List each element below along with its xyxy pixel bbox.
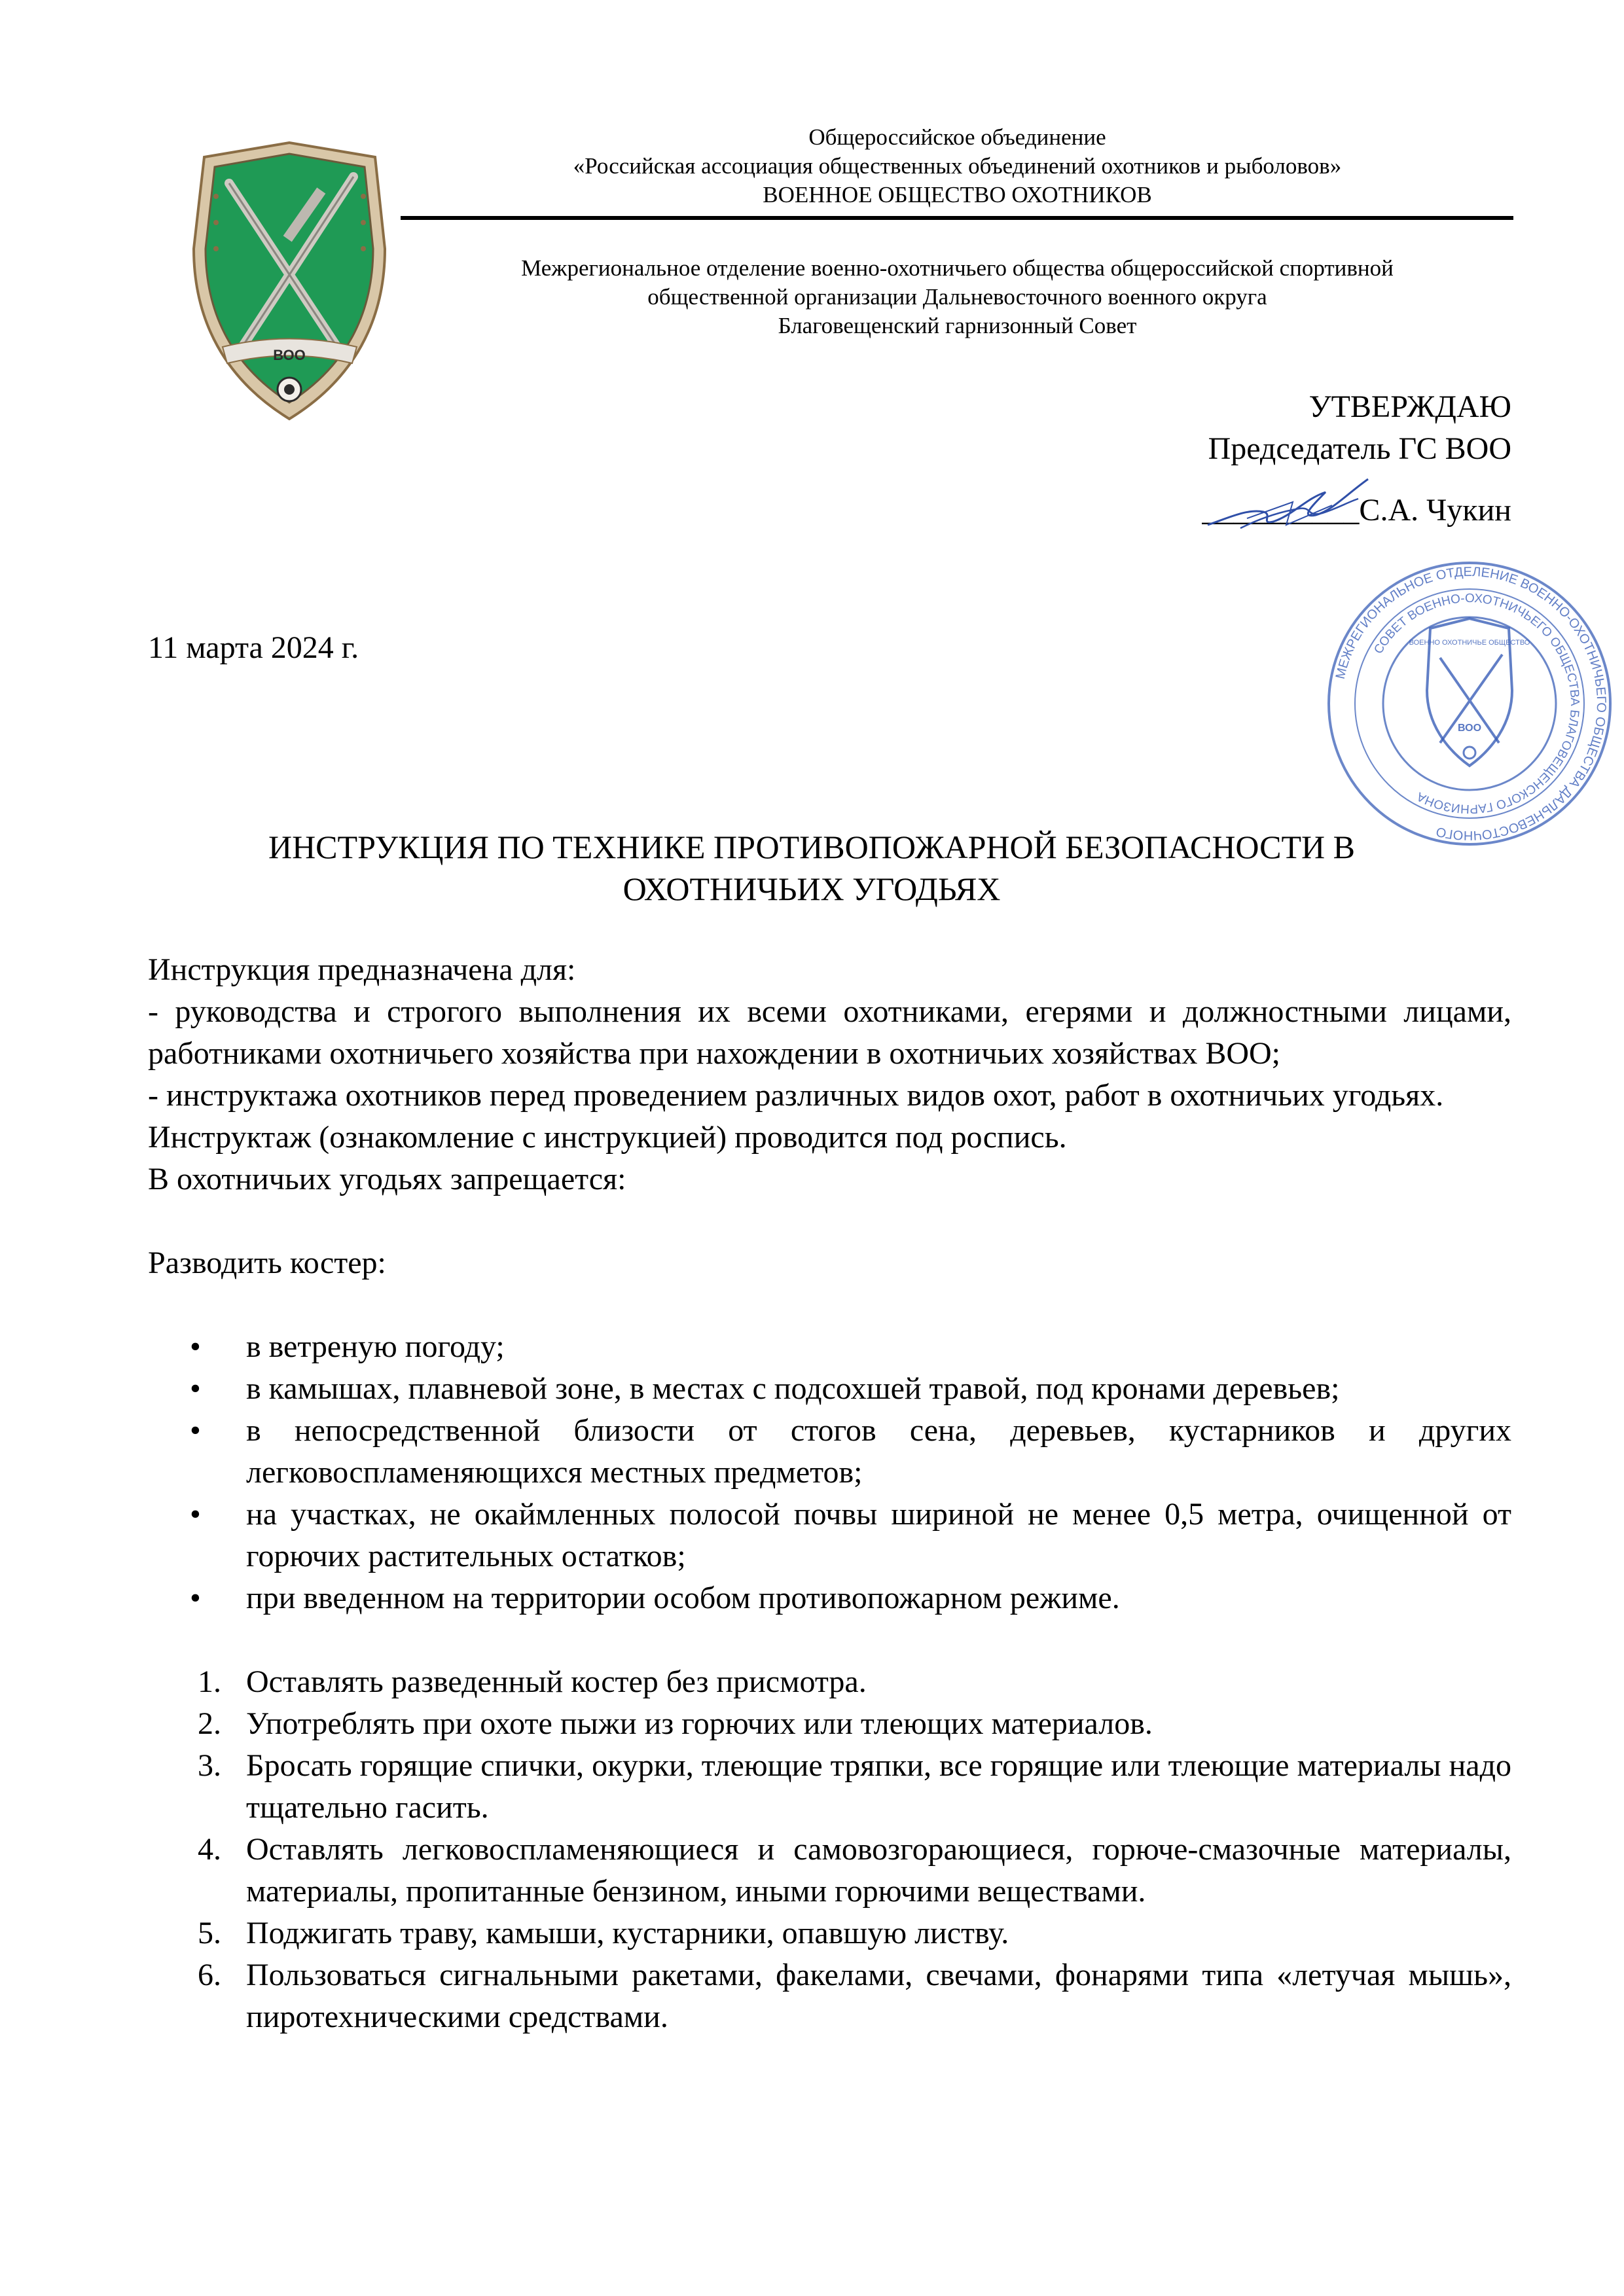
purpose-heading: Инструкция предназначена для: <box>148 952 576 987</box>
bullet: • <box>190 1329 201 1364</box>
prohibitions-list <box>148 1661 1511 2038</box>
list-item: 2. Употреблять при охоте пыжи из горючих или тлеющих материалов. <box>148 1703 1511 1745</box>
list-item: • в камышах, плавневой зоне, в местах с подсохшей травой, под кронами деревьев; <box>148 1368 1511 1410</box>
handwritten-signature <box>1201 473 1375 545</box>
fire-restrictions-list <box>148 1326 1511 1619</box>
bullet: • <box>190 1371 201 1406</box>
bullet: • <box>190 1413 201 1448</box>
list-item: 3. Бросать горящие спички, окурки, тлеющие тряпки, все горящие или тлеющие материалы надо тщательно гасить. <box>148 1745 1511 1829</box>
purpose-item-1: - руководства и строгого выполнения их всеми охотниками, егерями и должностными лицами, работниками охотничьего хозяйства при нахождении в охотничьих хозяйствах ВОО; <box>148 994 1511 1071</box>
organization-header <box>403 123 1512 209</box>
list-item: 1. Оставлять разведенный костер без присмотра. <box>148 1661 1511 1703</box>
list-item: • при введенном на территории особом противопожарном режиме. <box>148 1577 1511 1619</box>
approve-label: УТВЕРЖДАЮ <box>1308 389 1511 424</box>
org-name-line2: «Российская ассоциация общественных объединений охотников и рыболовов» <box>573 153 1342 179</box>
item-number: 3. <box>198 1748 221 1783</box>
seal-center-text: ВОЕННО ОХОТНИЧЬЕ ОБЩЕСТВО <box>1409 639 1530 647</box>
branch-header <box>403 254 1512 340</box>
item-number: 2. <box>198 1706 221 1741</box>
official-seal <box>1316 560 1623 848</box>
document-body <box>148 949 1511 2038</box>
document-title <box>157 826 1466 910</box>
list-item: • в ветреную погоду; <box>148 1326 1511 1368</box>
signature-note: Инструктаж (ознакомление с инструкцией) проводится под роспись. <box>148 1120 1067 1155</box>
branch-line3: Благовещенский гарнизонный Совет <box>778 313 1137 338</box>
org-name-line1: Общероссийское объединение <box>808 124 1106 150</box>
item-number: 6. <box>198 1958 221 1992</box>
branch-line1: Межрегиональное отделение военно-охотничьего общества общероссийской спортивной <box>521 255 1394 281</box>
signer-name: С.А. Чукин <box>1359 493 1511 528</box>
prohibited-heading: В охотничьих угодьях запрещается: <box>148 1162 626 1196</box>
bullet: • <box>190 1581 201 1615</box>
bullet: • <box>190 1497 201 1532</box>
approver-position: Председатель ГС ВОО <box>1208 431 1511 466</box>
title-line2: ОХОТНИЧЬИХ УГОДЬЯХ <box>623 870 1001 907</box>
org-name-line3: ВОЕННОЕ ОБЩЕСТВО ОХОТНИКОВ <box>763 182 1152 207</box>
item-number: 5. <box>198 1916 221 1950</box>
list-item: 4. Оставлять легковоспламеняющиеся и самовозгорающиеся, горюче-смазочные материалы, материалы, пропитанные бензином, иными горючими веществами. <box>148 1829 1511 1912</box>
header-divider <box>401 216 1513 220</box>
fire-heading: Разводить костер: <box>148 1246 386 1280</box>
document-date: 11 марта 2024 г. <box>148 630 359 665</box>
list-item: 5. Поджигать траву, камыши, кустарники, опавшую листву. <box>148 1912 1511 1954</box>
organization-emblem <box>177 131 403 432</box>
seal-shield-text: ВОО <box>1457 723 1482 734</box>
title-line1: ИНСТРУКЦИЯ ПО ТЕХНИКЕ ПРОТИВОПОЖАРНОЙ БЕЗОПАСНОСТИ В <box>268 829 1356 865</box>
list-item: 6. Пользоваться сигнальными ракетами, факелами, свечами, фонарями типа «летучая мышь», пиротехническими средствами. <box>148 1954 1511 2038</box>
svg-text:ВОО: ВОО <box>273 347 306 363</box>
seal-inner-text: СОВЕТ ВОЕННО-ОХОТНИЧЬЕГО ОБЩЕСТВА БЛАГОВЕЩЕНСКОГО ГАРНИЗОНА <box>1371 591 1582 816</box>
purpose-item-2: - инструктажа охотников перед проведением различных видов охот, работ в охотничьих угодьях. <box>148 1078 1444 1113</box>
list-item: • в непосредственной близости от стогов сена, деревьев, кустарников и других легковоспламеняющихся местных предметов; <box>148 1410 1511 1494</box>
item-number: 1. <box>198 1664 221 1699</box>
seal-outer-text: МЕЖРЕГИОНАЛЬНОЕ ОТДЕЛЕНИЕ ВОЕННО-ОХОТНИЧЬЕГО ОБЩЕСТВА ДАЛЬНЕВОСТОЧНОГО <box>1333 564 1609 843</box>
signature-blank: __________ <box>1202 493 1360 528</box>
item-number: 4. <box>198 1832 221 1867</box>
list-item: • на участках, не окаймленных полосой почвы шириной не менее 0,5 метра, очищенной от горючих растительных остатков; <box>148 1494 1511 1577</box>
branch-line2: общественной организации Дальневосточного военного округа <box>647 284 1267 310</box>
